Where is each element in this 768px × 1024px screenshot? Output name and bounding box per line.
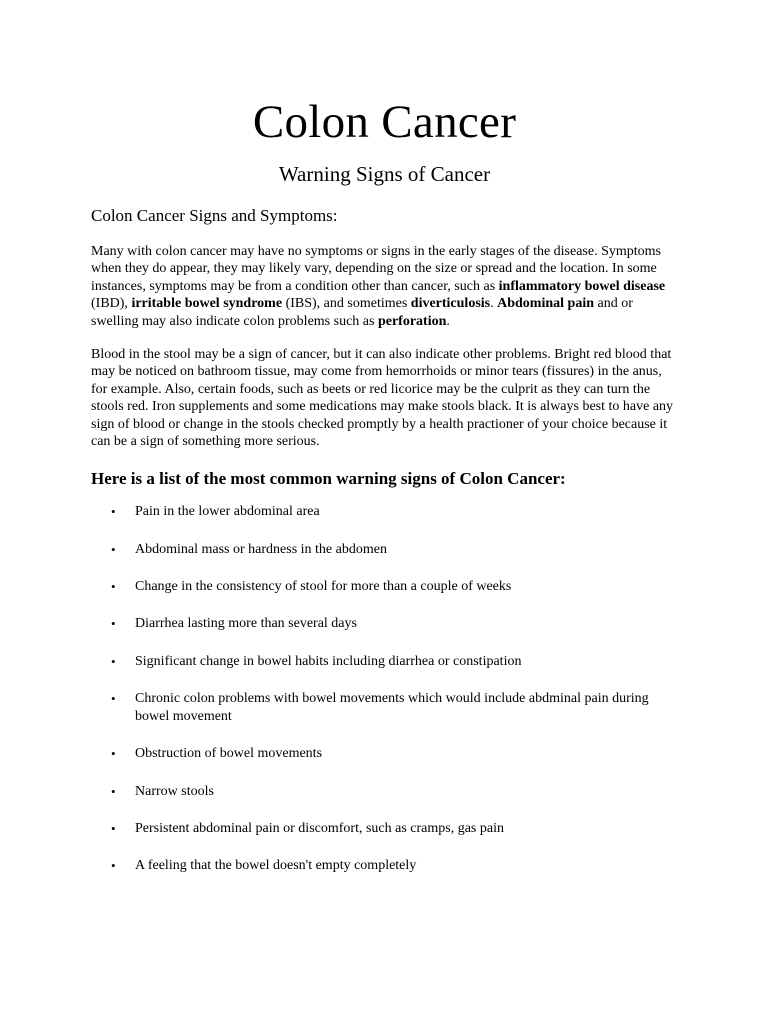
list-item-text: Abdominal mass or hardness in the abdomen bbox=[135, 541, 387, 557]
paragraph-text: . bbox=[446, 313, 450, 329]
list-item bbox=[91, 690, 678, 726]
bullet-icon: • bbox=[111, 541, 116, 557]
paragraph-text: and or swelling may also indicate colon problems such as bbox=[91, 296, 633, 329]
bold-term: Abdominal pain bbox=[497, 296, 594, 312]
bold-term: irritable bowel syndrome bbox=[131, 296, 283, 312]
bullet-icon: • bbox=[111, 746, 116, 762]
bullet-icon: • bbox=[111, 858, 116, 874]
warning-signs-list bbox=[91, 503, 678, 875]
list-item-text: Change in the consistency of stool for more than a couple of weeks bbox=[135, 579, 512, 595]
list-item-text: Persistent abdominal pain or discomfort, such as cramps, gas pain bbox=[135, 820, 504, 836]
paragraph-text: . bbox=[490, 296, 498, 312]
list-item bbox=[91, 745, 678, 763]
blood-paragraph: Blood in the stool may be a sign of cancer, but it can also indicate other problems. Bright red blood that may be noticed on bathroom tissue, may come from hemorrhoids or minor tears (fissures) in the anus, for example. Also, certain foods, such as beets or red licorice may be the culprit as they can turn the stools red. Iron supplements and some medications may make stools black. It is always best to have any sign of blood or change in the stools checked promptly by a health practioner of your choice because it can be a sign of something more serious. bbox=[91, 347, 674, 450]
list-item bbox=[91, 578, 678, 596]
list-item bbox=[91, 503, 678, 521]
list-item-text: Diarrhea lasting more than several days bbox=[135, 616, 357, 632]
bold-term: inflammatory bowel disease bbox=[498, 278, 666, 294]
list-item bbox=[91, 857, 678, 875]
list-item-text: A feeling that the bowel doesn't empty completely bbox=[135, 858, 417, 874]
list-item-text: Significant change in bowel habits including diarrhea or constipation bbox=[135, 653, 522, 669]
bullet-icon: • bbox=[111, 820, 116, 836]
list-item bbox=[91, 783, 678, 801]
list-item bbox=[91, 541, 678, 559]
section-heading: Colon Cancer Signs and Symptoms: bbox=[91, 206, 338, 225]
list-item-text: Obstruction of bowel movements bbox=[135, 746, 323, 762]
list-item-text: Pain in the lower abdominal area bbox=[135, 504, 320, 520]
list-item bbox=[91, 615, 678, 633]
paragraph-text: (IBD), bbox=[91, 296, 132, 312]
bullet-icon: • bbox=[111, 579, 116, 595]
bullet-icon: • bbox=[111, 616, 116, 632]
paragraph-text: Many with colon cancer may have no symptoms or signs in the early stages of the disease. Symptoms when they do appear, they may likely vary, depending on the size or spread and the location. In some instances, symptoms may be from a condition other than cancer, such as bbox=[91, 244, 662, 294]
list-item-text: Chronic colon problems with bowel movements which would include abdminal pain during bowel movement bbox=[135, 690, 649, 724]
bold-term: diverticulosis bbox=[410, 296, 491, 312]
bullet-icon: • bbox=[111, 690, 116, 706]
page-subtitle: Warning Signs of Cancer bbox=[278, 162, 491, 186]
list-item bbox=[91, 820, 678, 838]
list-item-text: Narrow stools bbox=[135, 783, 214, 799]
list-heading: Here is a list of the most common warning signs of Colon Cancer: bbox=[91, 469, 566, 489]
intro-paragraph bbox=[91, 243, 678, 330]
page-title: Colon Cancer bbox=[252, 96, 517, 148]
bullet-icon: • bbox=[111, 653, 116, 669]
list-item bbox=[91, 653, 678, 671]
bullet-icon: • bbox=[111, 504, 116, 520]
paragraph-text: (IBS), and sometimes bbox=[282, 296, 411, 312]
bullet-icon: • bbox=[111, 783, 116, 799]
bold-term: perforation bbox=[377, 313, 447, 329]
